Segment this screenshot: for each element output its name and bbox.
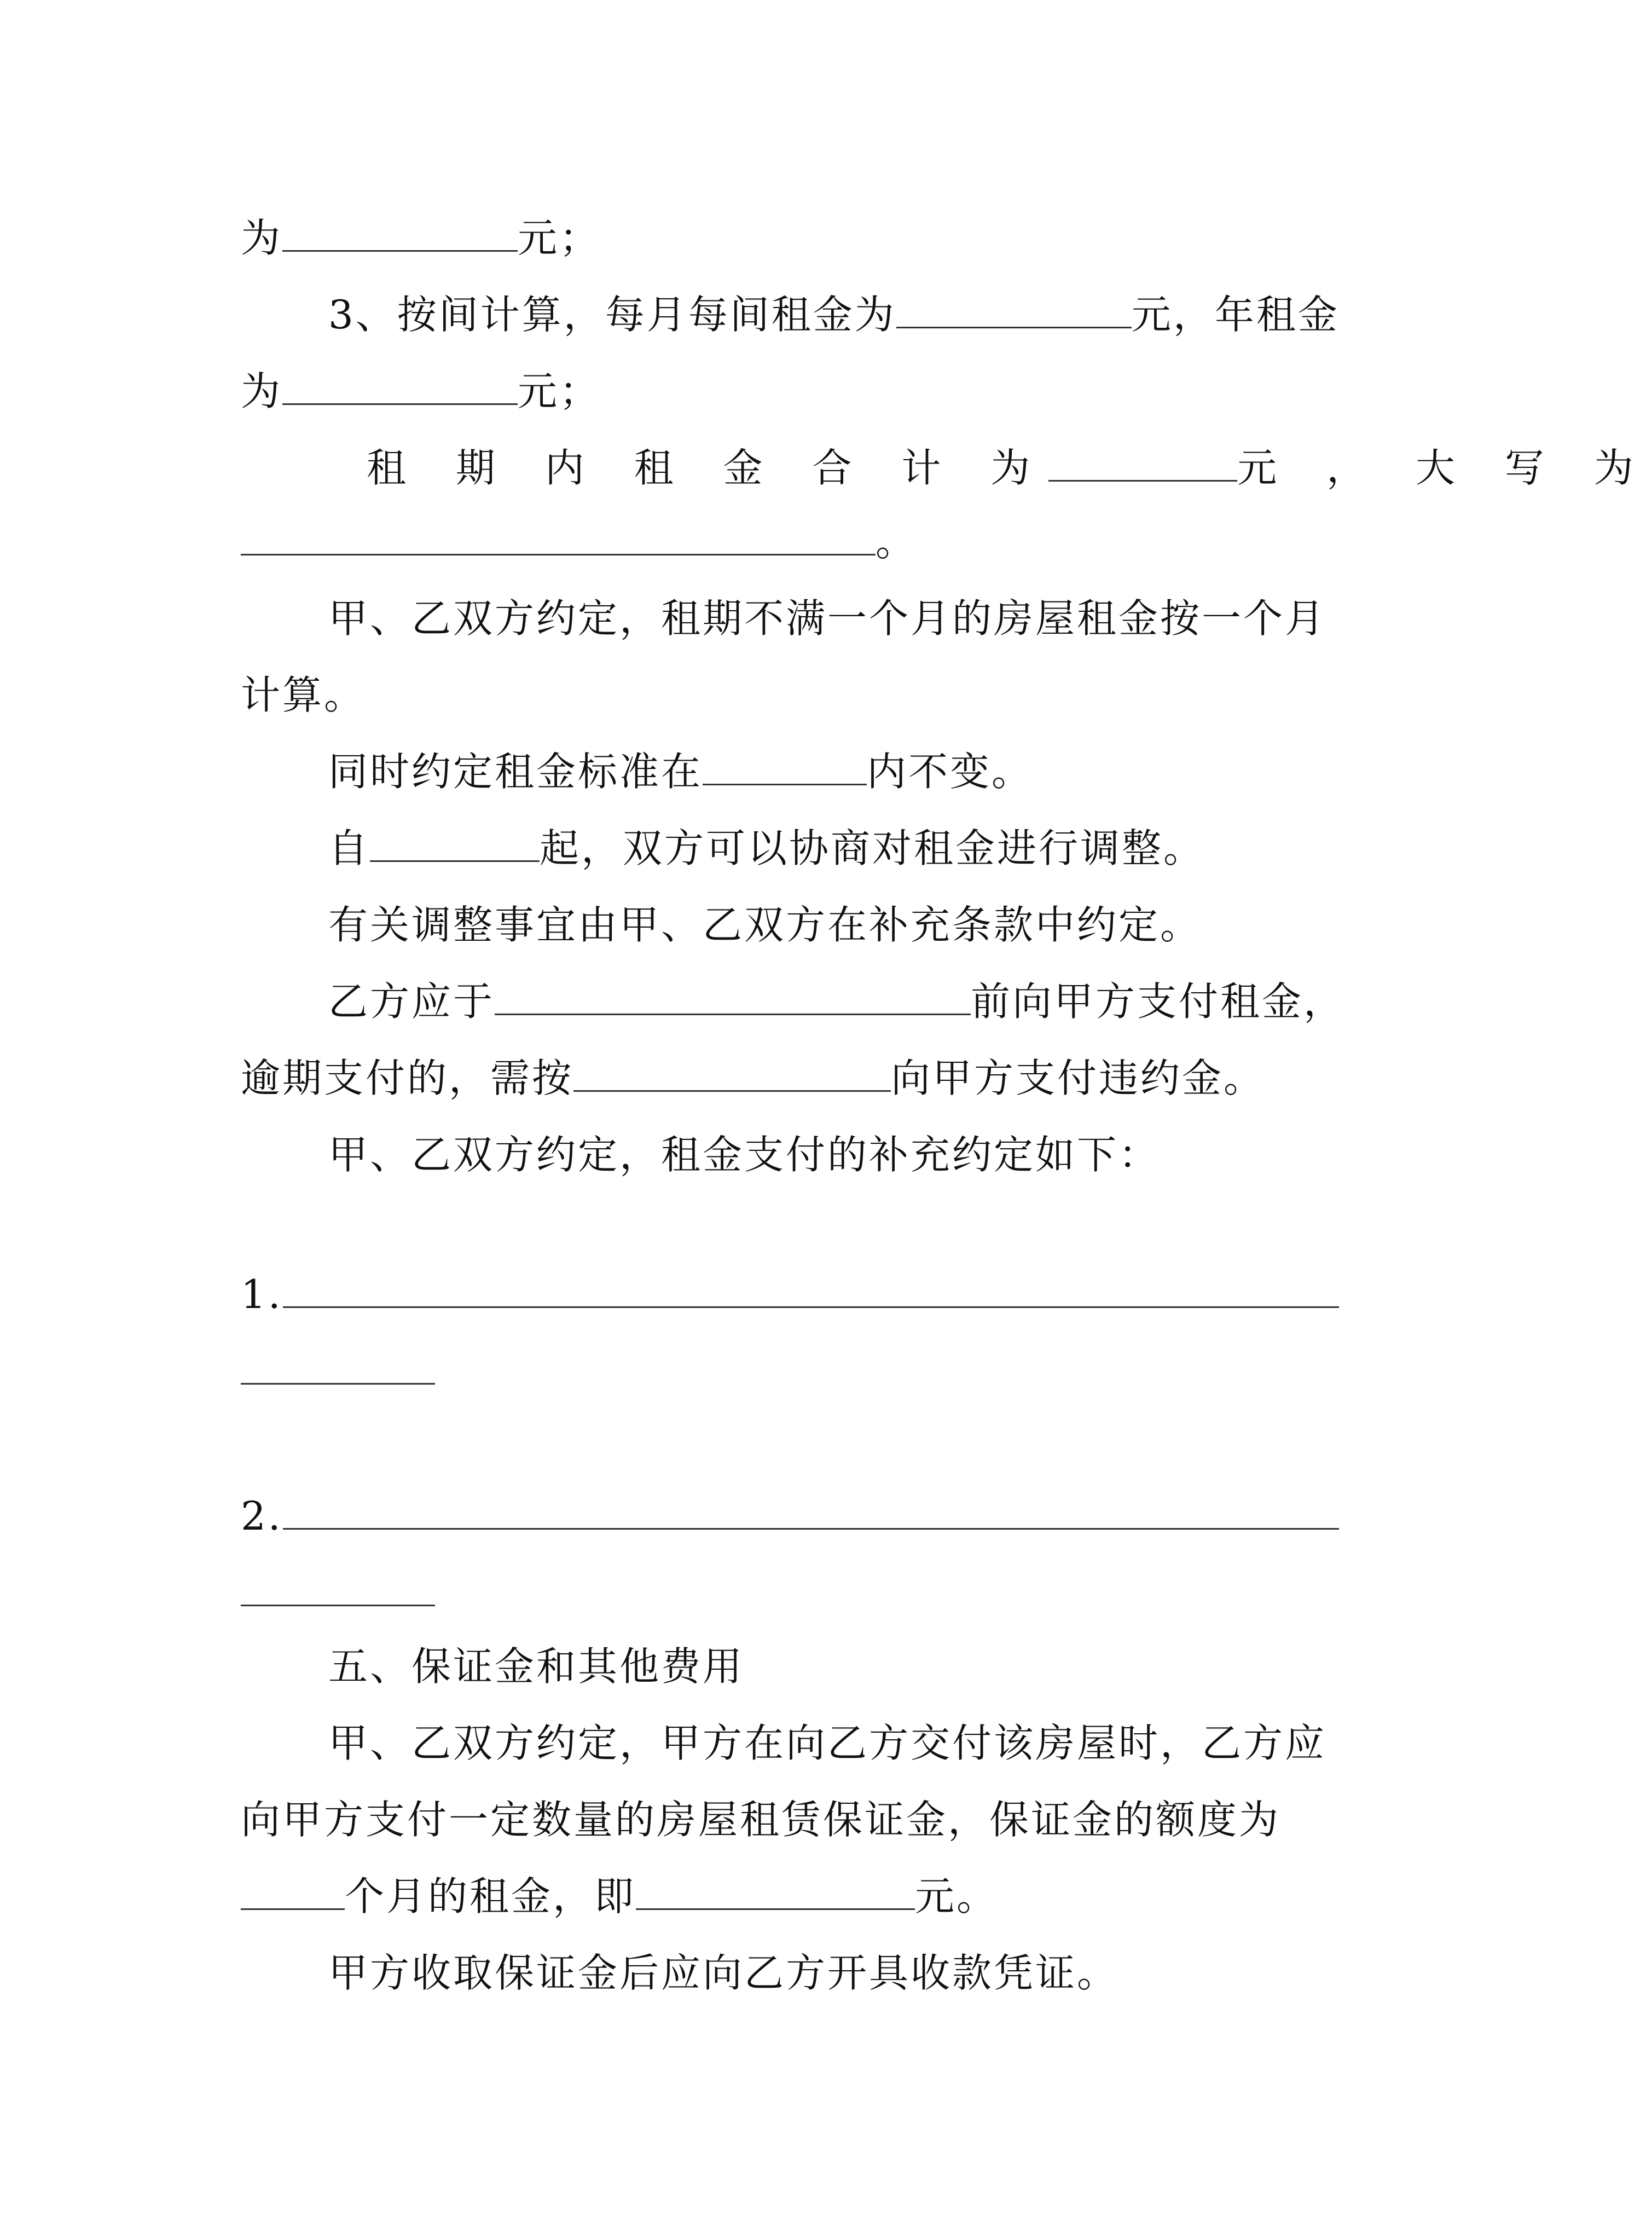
text-segment: 个月的租金，即	[345, 1873, 636, 1919]
fill-in-blank[interactable]	[703, 750, 867, 785]
text-line	[241, 211, 601, 265]
text-line	[328, 898, 1202, 952]
text-line	[367, 441, 1652, 495]
text-line	[328, 1127, 1160, 1182]
text-segment: 为	[241, 215, 283, 261]
fill-in-blank[interactable]	[283, 1494, 1339, 1530]
text-line	[328, 744, 1033, 799]
text-segment: 元。	[915, 1873, 999, 1919]
text-line	[241, 668, 366, 722]
text-segment: 元；	[518, 368, 601, 414]
fill-in-blank[interactable]	[241, 1571, 435, 1606]
text-line	[241, 1344, 435, 1398]
text-segment: 甲、乙双方约定，租期不满一个月的房屋租金按一个月	[328, 595, 1327, 641]
fill-in-blank[interactable]	[636, 1874, 915, 1910]
text-segment: 向甲方支付一定数量的房屋租赁保证金，保证金的额度为	[241, 1797, 1281, 1843]
text-segment: 逾期支付的，需按	[241, 1055, 574, 1101]
fill-in-blank[interactable]	[241, 1874, 345, 1910]
text-segment: 同时约定租金标准在	[328, 749, 703, 795]
text-line	[328, 591, 1326, 646]
text-line	[241, 1565, 435, 1620]
text-segment: 向甲方支付违约金。	[891, 1055, 1266, 1101]
fill-in-blank[interactable]	[241, 1349, 435, 1385]
text-segment: 自	[328, 825, 370, 871]
text-line	[328, 1716, 1326, 1770]
fill-in-blank[interactable]	[241, 520, 876, 555]
fill-in-blank[interactable]	[282, 216, 518, 252]
fill-in-blank[interactable]	[495, 980, 971, 1015]
text-segment: 甲方收取保证金后应向乙方开具收款凭证。	[328, 1950, 1119, 1996]
text-segment: 内不变。	[867, 749, 1034, 795]
text-segment: 乙方应于	[328, 979, 495, 1025]
text-line	[241, 1267, 1339, 1322]
fill-in-blank[interactable]	[282, 369, 518, 405]
fill-in-blank[interactable]	[573, 1056, 891, 1092]
text-segment: 前向甲方支付租金，	[971, 979, 1346, 1025]
text-line	[328, 1946, 1118, 2000]
text-line	[241, 364, 601, 419]
text-segment: 元 ， 大 写 为	[1237, 445, 1652, 491]
text-line	[241, 1869, 998, 1924]
text-line	[241, 514, 917, 569]
text-line	[328, 821, 1205, 876]
text-segment: 。	[876, 519, 918, 565]
text-line	[328, 974, 1345, 1029]
fill-in-blank[interactable]	[370, 826, 540, 862]
text-line	[241, 1051, 1265, 1105]
text-segment: 元，年租金	[1131, 292, 1340, 338]
fill-in-blank[interactable]	[1048, 446, 1237, 482]
text-segment: 计算。	[241, 672, 366, 718]
text-segment: 为	[241, 368, 283, 414]
text-line	[328, 1639, 744, 1694]
text-segment: 3、按间计算，每月每间租金为	[328, 292, 896, 338]
text-segment: 甲、乙双方约定，甲方在向乙方交付该房屋时，乙方应	[328, 1720, 1327, 1766]
text-line	[241, 1792, 1280, 1847]
text-segment: 五、保证金和其他费用	[328, 1643, 745, 1689]
text-segment: 2.	[241, 1493, 283, 1539]
fill-in-blank[interactable]	[896, 293, 1132, 328]
text-segment: 元；	[518, 215, 601, 261]
text-segment: 1.	[241, 1271, 283, 1317]
text-segment: 起，双方可以协商对租金进行调整。	[540, 825, 1205, 871]
text-line	[328, 287, 1340, 342]
text-segment: 租 期 内 租 金 合 计 为	[367, 445, 1049, 491]
text-line	[241, 1489, 1339, 1543]
text-segment: 有关调整事宜由甲、乙双方在补充条款中约定。	[328, 902, 1202, 948]
fill-in-blank[interactable]	[283, 1272, 1339, 1308]
text-segment: 甲、乙双方约定，租金支付的补充约定如下：	[328, 1132, 1161, 1178]
